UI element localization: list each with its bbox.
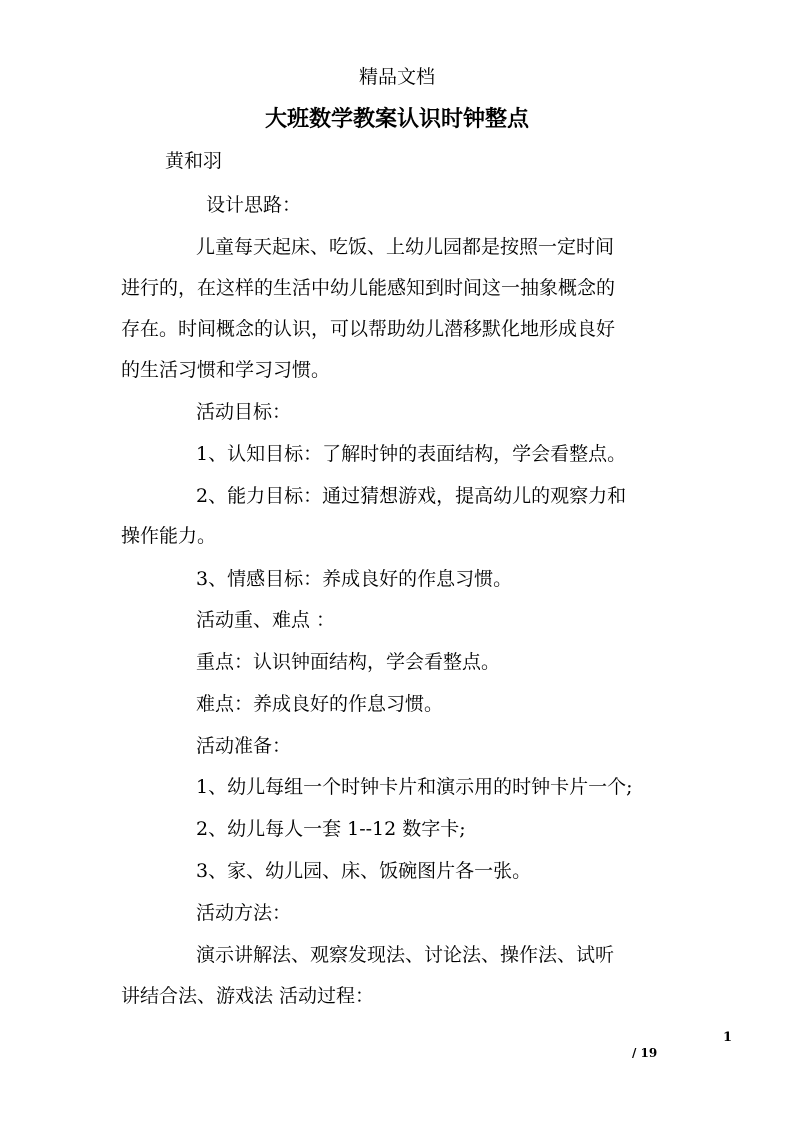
method-heading: 活动方法： [196, 902, 292, 924]
goal-item-2-line-2: 操作能力。 [121, 525, 217, 547]
key-point: 重点：认识钟面结构，学会看整点。 [196, 651, 501, 673]
document-title: 大班数学教案认识时钟整点 [264, 106, 529, 132]
design-paragraph-line-4: 的生活习惯和学习习惯。 [121, 359, 331, 381]
design-paragraph-line-1: 儿童每天起床、吃饭、上幼儿园都是按照一定时间 [196, 236, 615, 258]
method-line-2: 讲结合法、游戏法 活动过程： [121, 985, 375, 1007]
design-paragraph-line-2: 进行的，在这样的生活中幼儿能感知到时间这一抽象概念的 [121, 277, 616, 299]
preparation-heading: 活动准备： [196, 735, 292, 757]
design-heading: 设计思路： [206, 194, 302, 216]
goal-item-2-line-1: 2、能力目标：通过猜想游戏，提高幼儿的观察力和 [196, 485, 627, 507]
page-total: / 19 [632, 1046, 658, 1060]
page-header: 精品文档 [358, 66, 435, 88]
page-number: 1 [723, 1030, 733, 1045]
goal-item-3: 3、情感目标：养成良好的作息习惯。 [196, 568, 513, 590]
goals-heading: 活动目标： [196, 401, 292, 423]
difficult-point: 难点：养成良好的作息习惯。 [196, 693, 444, 715]
preparation-item-2: 2、幼儿每人一套 1--12 数字卡; [196, 818, 466, 840]
goal-item-1: 1、认知目标：了解时钟的表面结构，学会看整点。 [196, 443, 627, 465]
preparation-item-3: 3、家、幼儿园、床、饭碗图片各一张。 [196, 860, 532, 882]
preparation-item-1: 1、幼儿每组一个时钟卡片和演示用的时钟卡片一个; [196, 776, 633, 798]
key-points-heading: 活动重、难点 ： [196, 609, 336, 631]
method-line-1: 演示讲解法、观察发现法、讨论法、操作法、试听 [196, 944, 615, 966]
design-paragraph-line-3: 存在。时间概念的认识，可以帮助幼儿潜移默化地形成良好 [121, 318, 616, 340]
author-name: 黄和羽 [165, 150, 223, 172]
